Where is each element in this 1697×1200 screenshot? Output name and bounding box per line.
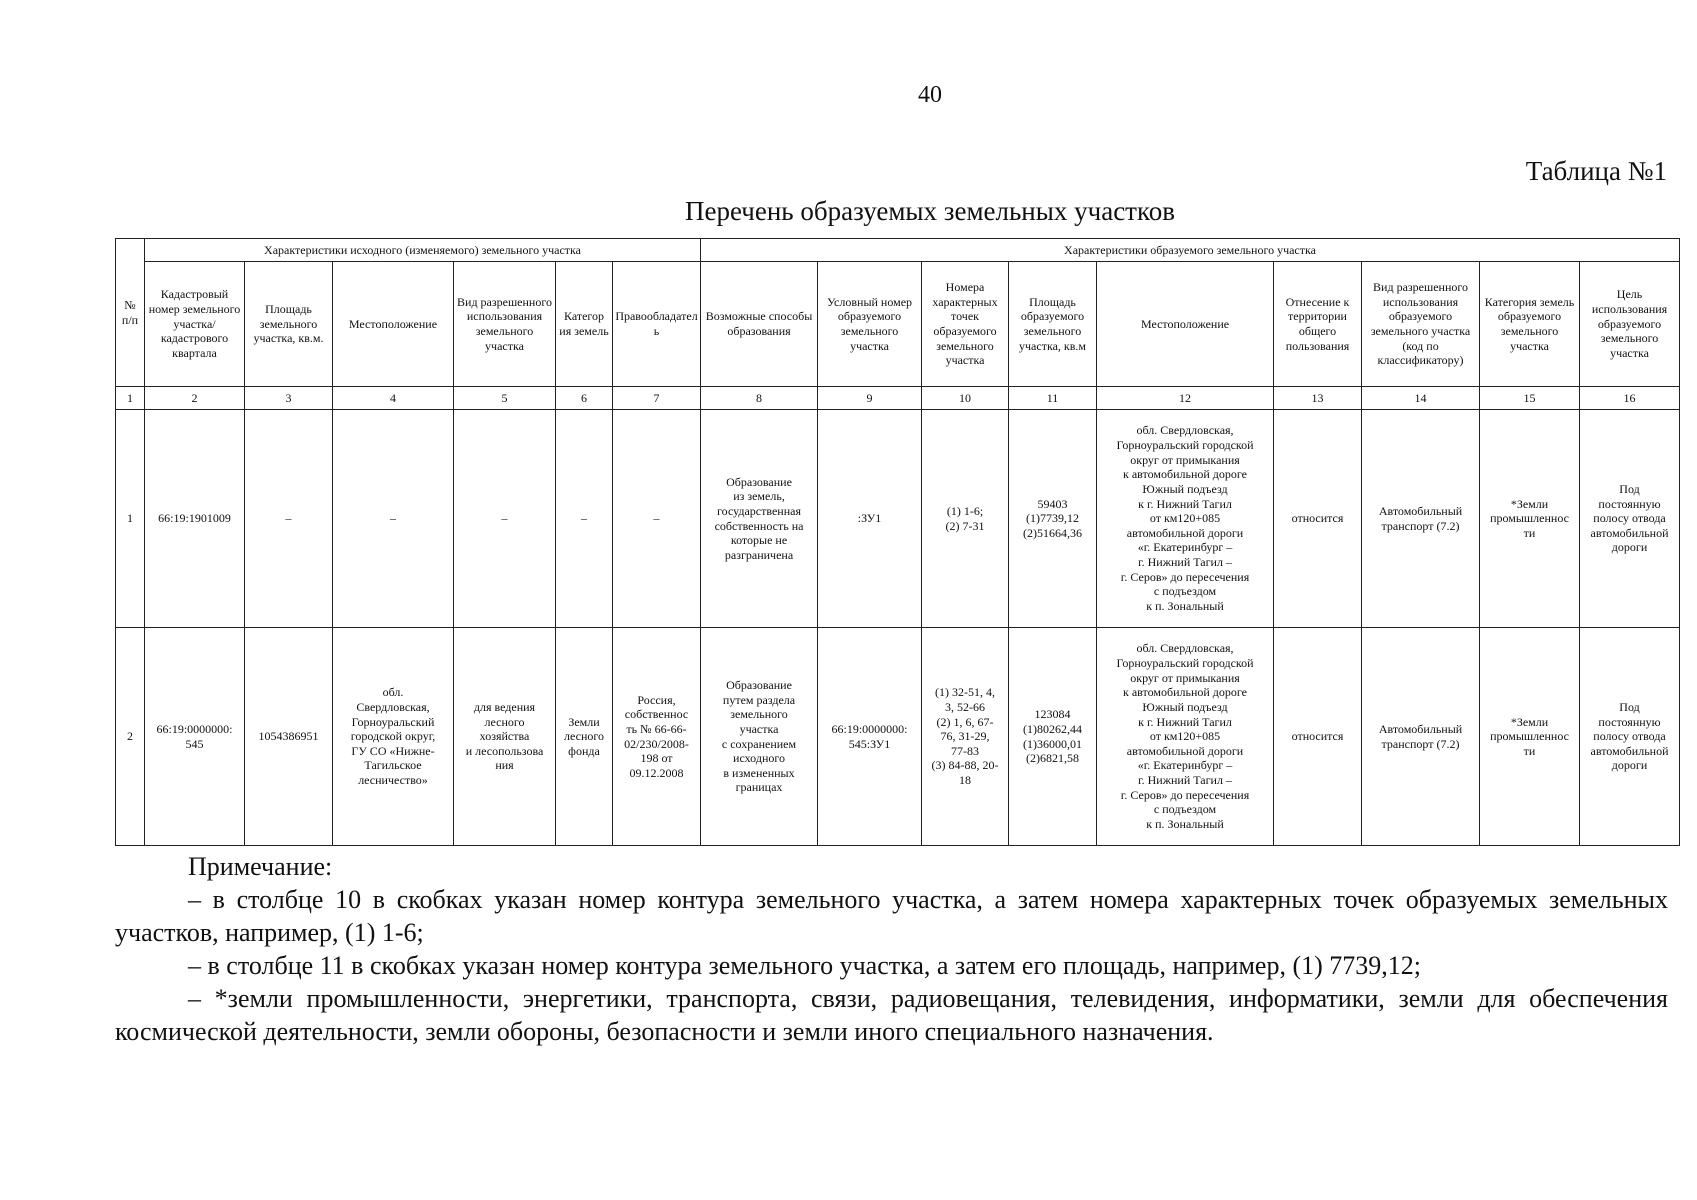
table-cell: обл. Свердловская, Горноуральский городской округ от примыкания к автомобильной дороге Южный подъезд к г. Нижний Тагил от км120+085 автомобильной дороги «г. Екатеринбург – г. Нижний Тагил – г. Серов» до пересечения с подъездом к п. Зональный (1097, 410, 1274, 628)
page-number: 40 (918, 82, 942, 108)
column-header: Возможные способы образования (701, 262, 818, 387)
table-cell: относится (1274, 410, 1362, 628)
note-item: – *земли промышленности, энергетики, транспорта, связи, радиовещания, телевидения, информатики, земли для обеспечения космической деятельности, земли обороны, безопасности и земли иного специального назначения. (115, 984, 1668, 1046)
column-number: 15 (1480, 387, 1580, 410)
table-cell: – (613, 410, 701, 628)
table-cell: (1) 32-51, 4, 3, 52-66 (2) 1, 6, 67- 76, 31-29, 77-83 (3) 84-88, 20- 18 (922, 628, 1009, 846)
column-number: 1 (116, 387, 145, 410)
table-label: Таблица №1 (1525, 156, 1667, 186)
table-cell: 1054386951 (245, 628, 333, 846)
column-number: 11 (1009, 387, 1097, 410)
table-cell: 66:19:0000000: 545:ЗУ1 (818, 628, 922, 846)
land-plots-table (115, 238, 1680, 846)
column-header: Номера характерных точек образуемого земельного участка (922, 262, 1009, 387)
column-number: 9 (818, 387, 922, 410)
column-number: 7 (613, 387, 701, 410)
table-cell: 2 (116, 628, 145, 846)
column-number: 13 (1274, 387, 1362, 410)
column-header: Местоположение (1097, 262, 1274, 387)
table-cell: 59403 (1)7739,12 (2)51664,36 (1009, 410, 1097, 628)
table-cell: – (454, 410, 556, 628)
column-header: Категор ия земель (556, 262, 613, 387)
column-number: 3 (245, 387, 333, 410)
column-number: 2 (145, 387, 245, 410)
column-header: Местоположение (333, 262, 454, 387)
table-cell: Автомобильный транспорт (7.2) (1362, 628, 1480, 846)
column-header: Кадастровый номер земельного участка/ кадастрового квартала (145, 262, 245, 387)
table-cell: Автомобильный транспорт (7.2) (1362, 410, 1480, 628)
column-number-row (116, 387, 1680, 410)
column-number: 5 (454, 387, 556, 410)
table-cell: обл. Свердловская, Горноуральский городской округ от примыкания к автомобильной дороге Южный подъезд к г. Нижний Тагил от км120+085 автомобильной дороги «г. Екатеринбург – г. Нижний Тагил – г. Серов» до пересечения с подъездом к п. Зональный (1097, 628, 1274, 846)
column-header: Категория земель образуемого земельного участка (1480, 262, 1580, 387)
group-header-formed: Характеристики образуемого земельного участка (701, 239, 1680, 262)
column-header: Площадь образуемого земельного участка, кв.м (1009, 262, 1097, 387)
notes (115, 850, 1668, 1048)
column-header: Вид разрешенного использования образуемого земельного участка (код по классификатору) (1362, 262, 1480, 387)
table-cell: обл. Свердловская, Горноуральский городской округ, ГУ СО «Нижне- Тагильское лесничество» (333, 628, 454, 846)
table-cell: Образование путем раздела земельного участка с сохранением исходного в измененных границах (701, 628, 818, 846)
note-item: – в столбце 11 в скобках указан номер контура земельного участка, а затем его площадь, например, (1) 7739,12; (188, 951, 1421, 980)
column-header: Площадь земельного участка, кв.м. (245, 262, 333, 387)
table-cell: *Земли промышленнос ти (1480, 628, 1580, 846)
table-cell: для ведения лесного хозяйства и лесопользова ния (454, 628, 556, 846)
table-cell: :ЗУ1 (818, 410, 922, 628)
table-cell: 66:19:0000000: 545 (145, 628, 245, 846)
table-cell: Россия, собственнос ть № 66-66- 02/230/2008- 198 от 09.12.2008 (613, 628, 701, 846)
table-cell: (1) 1-6; (2) 7-31 (922, 410, 1009, 628)
column-header: Отнесение к территории общего пользования (1274, 262, 1362, 387)
table-cell: – (245, 410, 333, 628)
table-cell: Под постоянную полосу отвода автомобильной дороги (1580, 410, 1680, 628)
table-cell: 123084 (1)80262,44 (1)36000,01 (2)6821,58 (1009, 628, 1097, 846)
column-header: Условный номер образуемого земельного участка (818, 262, 922, 387)
column-number: 14 (1362, 387, 1480, 410)
table-cell: *Земли промышленнос ти (1480, 410, 1580, 628)
column-number: 10 (922, 387, 1009, 410)
column-header: Вид разрешенного использования земельного участка (454, 262, 556, 387)
column-number: 4 (333, 387, 454, 410)
table-row (116, 628, 1680, 846)
column-number: 8 (701, 387, 818, 410)
table-header-row (116, 262, 1680, 387)
notes-title: Примечание: (188, 852, 333, 881)
table-cell: Земли лесного фонда (556, 628, 613, 846)
table-cell: – (556, 410, 613, 628)
table-cell: Образование из земель, государственная собственность на которые не разграничена (701, 410, 818, 628)
table-group-header-row (116, 239, 1680, 262)
table-cell: Под постоянную полосу отвода автомобильной дороги (1580, 628, 1680, 846)
column-number: 6 (556, 387, 613, 410)
table-cell: относится (1274, 628, 1362, 846)
note-item: – в столбце 10 в скобках указан номер контура земельного участка, а затем номера характерных точек образуемых земельных участков, например, (1) 1-6; (115, 885, 1668, 947)
table-cell: – (333, 410, 454, 628)
table-cell: 1 (116, 410, 145, 628)
table-cell: 66:19:1901009 (145, 410, 245, 628)
table-title: Перечень образуемых земельных участков (685, 196, 1175, 226)
column-number: 16 (1580, 387, 1680, 410)
table-row (116, 410, 1680, 628)
column-header: Правообладатель (613, 262, 701, 387)
column-header: № п/п (116, 239, 145, 387)
column-header: Цель использования образуемого земельного участка (1580, 262, 1680, 387)
group-header-source: Характеристики исходного (изменяемого) земельного участка (145, 239, 701, 262)
column-number: 12 (1097, 387, 1274, 410)
